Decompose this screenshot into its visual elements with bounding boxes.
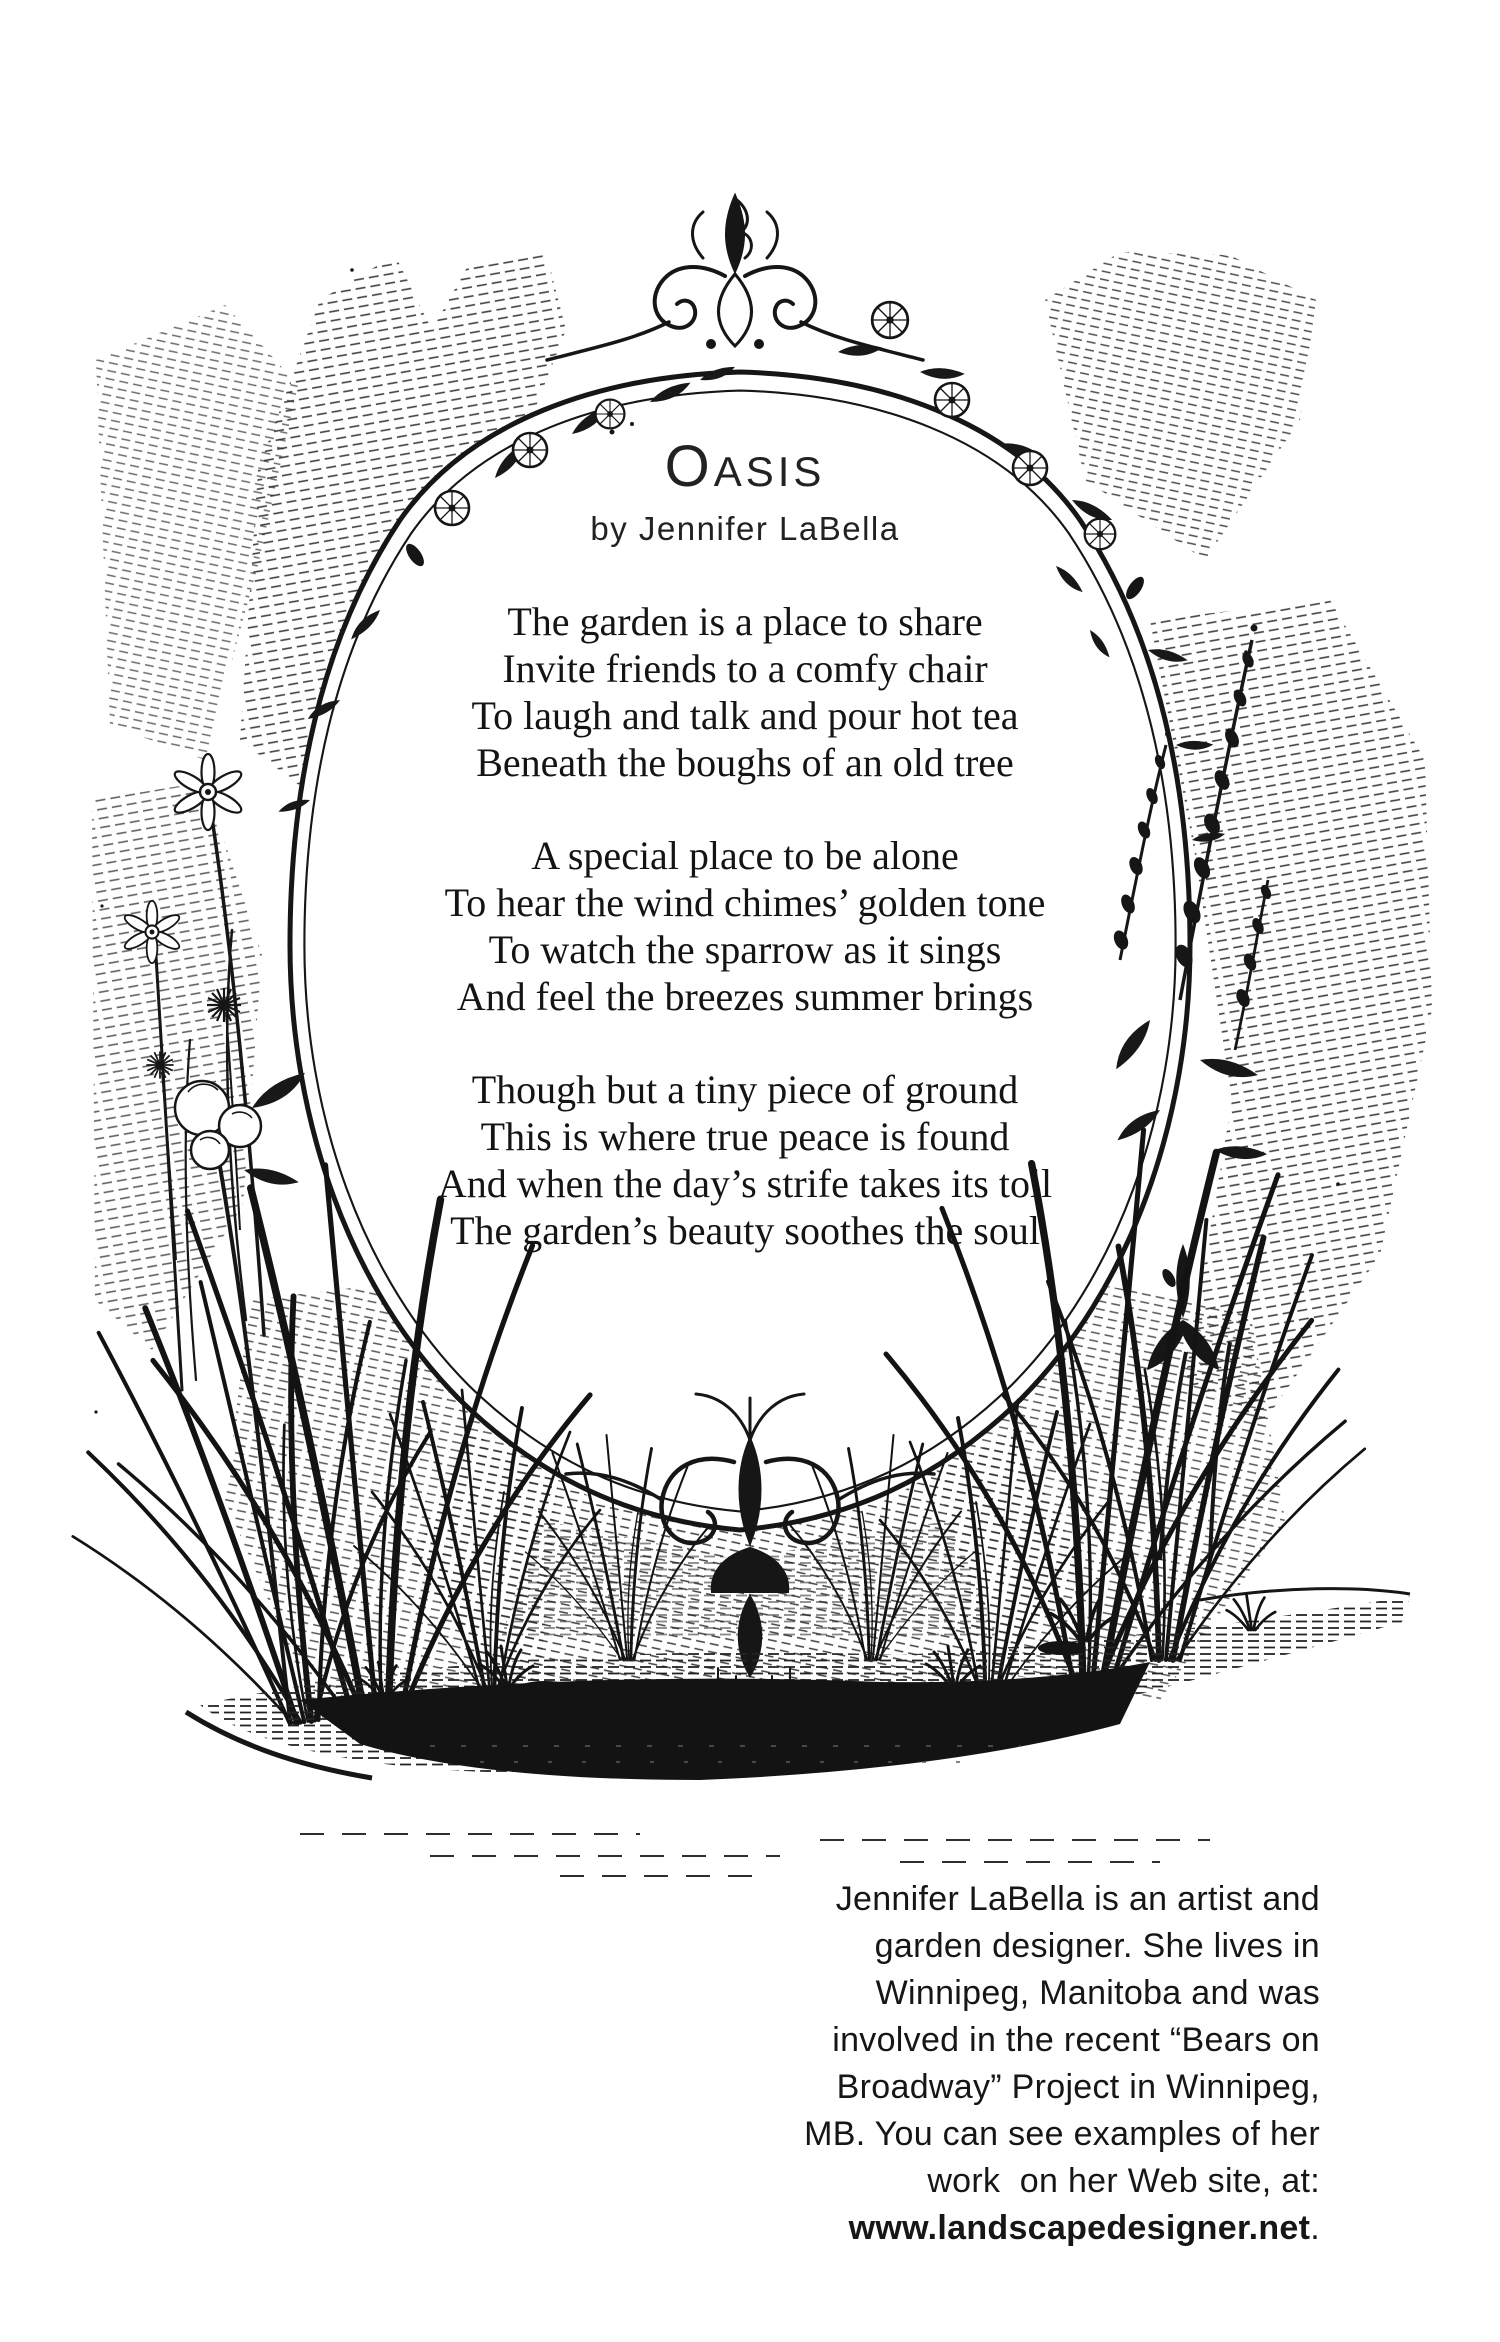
author-bio xyxy=(500,1876,1320,2252)
poem-line: The garden’s beauty soothes the soul xyxy=(450,1208,1040,1253)
poem-stanza-2 xyxy=(95,832,1395,1020)
website-url: www.landscapedesigner.net xyxy=(848,2209,1311,2247)
poem-line: To hear the wind chimes’ golden tone xyxy=(444,880,1046,925)
poem-line: To watch the sparrow as it sings xyxy=(488,927,1002,972)
website-period: . xyxy=(1310,2209,1320,2247)
poem-line: This is where true peace is found xyxy=(480,1114,1010,1159)
poem-line: To laugh and talk and pour hot tea xyxy=(471,693,1019,738)
poem-line: The garden is a place to share xyxy=(507,599,983,644)
poem-line: Though but a tiny piece of ground xyxy=(471,1067,1019,1112)
poem-stanza-1 xyxy=(95,598,1395,786)
bio-line: work on her Web site, at: xyxy=(927,2162,1320,2200)
poem-line: Beneath the boughs of an old tree xyxy=(476,740,1014,785)
bio-website-line xyxy=(500,2205,1320,2252)
poem-line: A special place to be alone xyxy=(531,833,959,878)
poem-stanza-3 xyxy=(95,1066,1395,1254)
poem-title: OASIS xyxy=(664,434,826,499)
bio-line: involved in the recent “Bears on xyxy=(832,2021,1320,2059)
poem-byline: by Jennifer LaBella xyxy=(590,510,900,547)
poem-text xyxy=(95,598,1395,1300)
bio-line: garden designer. She lives in xyxy=(874,1927,1320,1965)
bio-line: Broadway” Project in Winnipeg, xyxy=(836,2068,1320,2106)
bio-line: Jennifer LaBella is an artist and xyxy=(835,1880,1320,1918)
bio-line: Winnipeg, Manitoba and was xyxy=(875,1974,1320,2012)
poem-line: And feel the breezes summer brings xyxy=(456,974,1034,1019)
poem-line: And when the day’s strife takes its toll xyxy=(437,1161,1053,1206)
bio-line: MB. You can see examples of her xyxy=(804,2115,1320,2153)
poem-line: Invite friends to a comfy chair xyxy=(502,646,988,691)
